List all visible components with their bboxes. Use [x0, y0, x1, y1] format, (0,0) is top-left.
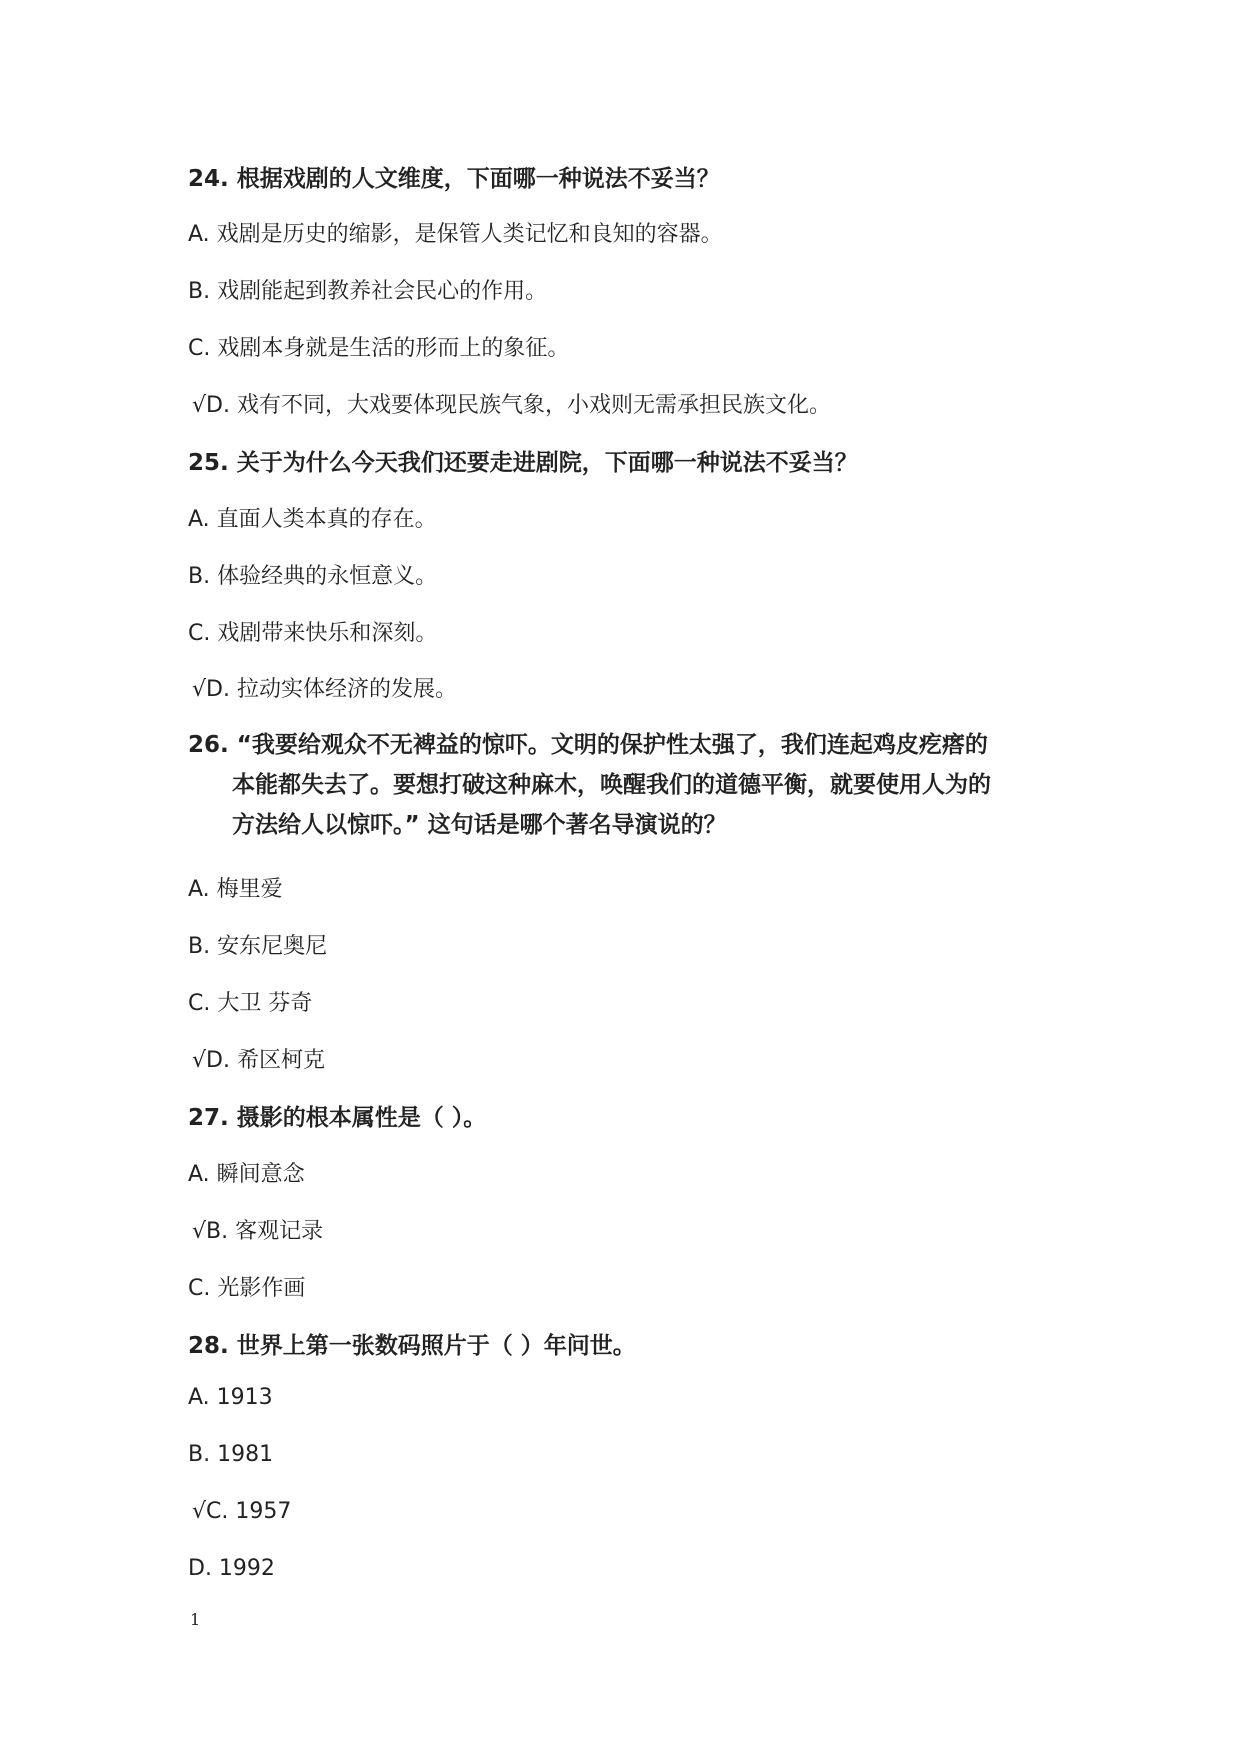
question-24-option-a: A. 戏剧是历史的缩影，是保管人类记忆和良知的容器。: [188, 222, 723, 247]
question-24-option-b: B. 戏剧能起到教养社会民心的作用。: [188, 279, 548, 304]
question-24-option-c: C. 戏剧本身就是生活的形而上的象征。: [188, 336, 570, 361]
question-25-option-a: A. 直面人类本真的存在。: [188, 507, 437, 532]
question-24-option-d-correct: √D. 戏有不同，大戏要体现民族气象，小戏则无需承担民族文化。: [192, 393, 831, 418]
question-26-title-line-3: 方法给人以惊吓。” 这句话是哪个著名导演说的？: [232, 812, 727, 838]
question-26-option-a: A. 梅里爱: [188, 877, 283, 902]
question-28-option-a: A. 1913: [188, 1385, 273, 1410]
question-27-option-b-correct: √B. 客观记录: [192, 1219, 324, 1244]
question-25-option-b: B. 体验经典的永恒意义。: [188, 564, 438, 589]
question-28-title: 28. 世界上第一张数码照片于（ ）年问世。: [188, 1333, 636, 1359]
question-28-option-d: D. 1992: [188, 1556, 275, 1581]
question-25-option-d-correct: √D. 拉动实体经济的发展。: [192, 677, 457, 702]
question-25-title: 25. 关于为什么今天我们还要走进剧院，下面哪一种说法不妥当？: [188, 450, 858, 476]
question-26-option-b: B. 安东尼奥尼: [188, 934, 328, 959]
page-number: 1: [190, 1610, 201, 1629]
question-28-option-b: B. 1981: [188, 1442, 274, 1467]
question-26-option-d-correct: √D. 希区柯克: [192, 1048, 325, 1073]
question-25-option-c: C. 戏剧带来快乐和深刻。: [188, 621, 438, 646]
question-27-option-c: C. 光影作画: [188, 1276, 306, 1301]
question-27-option-a: A. 瞬间意念: [188, 1162, 305, 1187]
question-26-title-line-1: 26. “我要给观众不无裨益的惊吓。文明的保护性太强了，我们连起鸡皮疙瘩的: [188, 732, 988, 758]
question-26-title-line-2: 本能都失去了。要想打破这种麻木，唤醒我们的道德平衡，就要使用人为的: [232, 772, 991, 798]
question-26-title: [188, 725, 1068, 845]
question-24-title: 24. 根据戏剧的人文维度，下面哪一种说法不妥当？: [188, 166, 720, 192]
question-27-title: 27. 摄影的根本属性是（ ）。: [188, 1105, 487, 1131]
question-26-option-c: C. 大卫 芬奇: [188, 991, 313, 1016]
question-28-option-c-correct: √C. 1957: [192, 1499, 292, 1524]
